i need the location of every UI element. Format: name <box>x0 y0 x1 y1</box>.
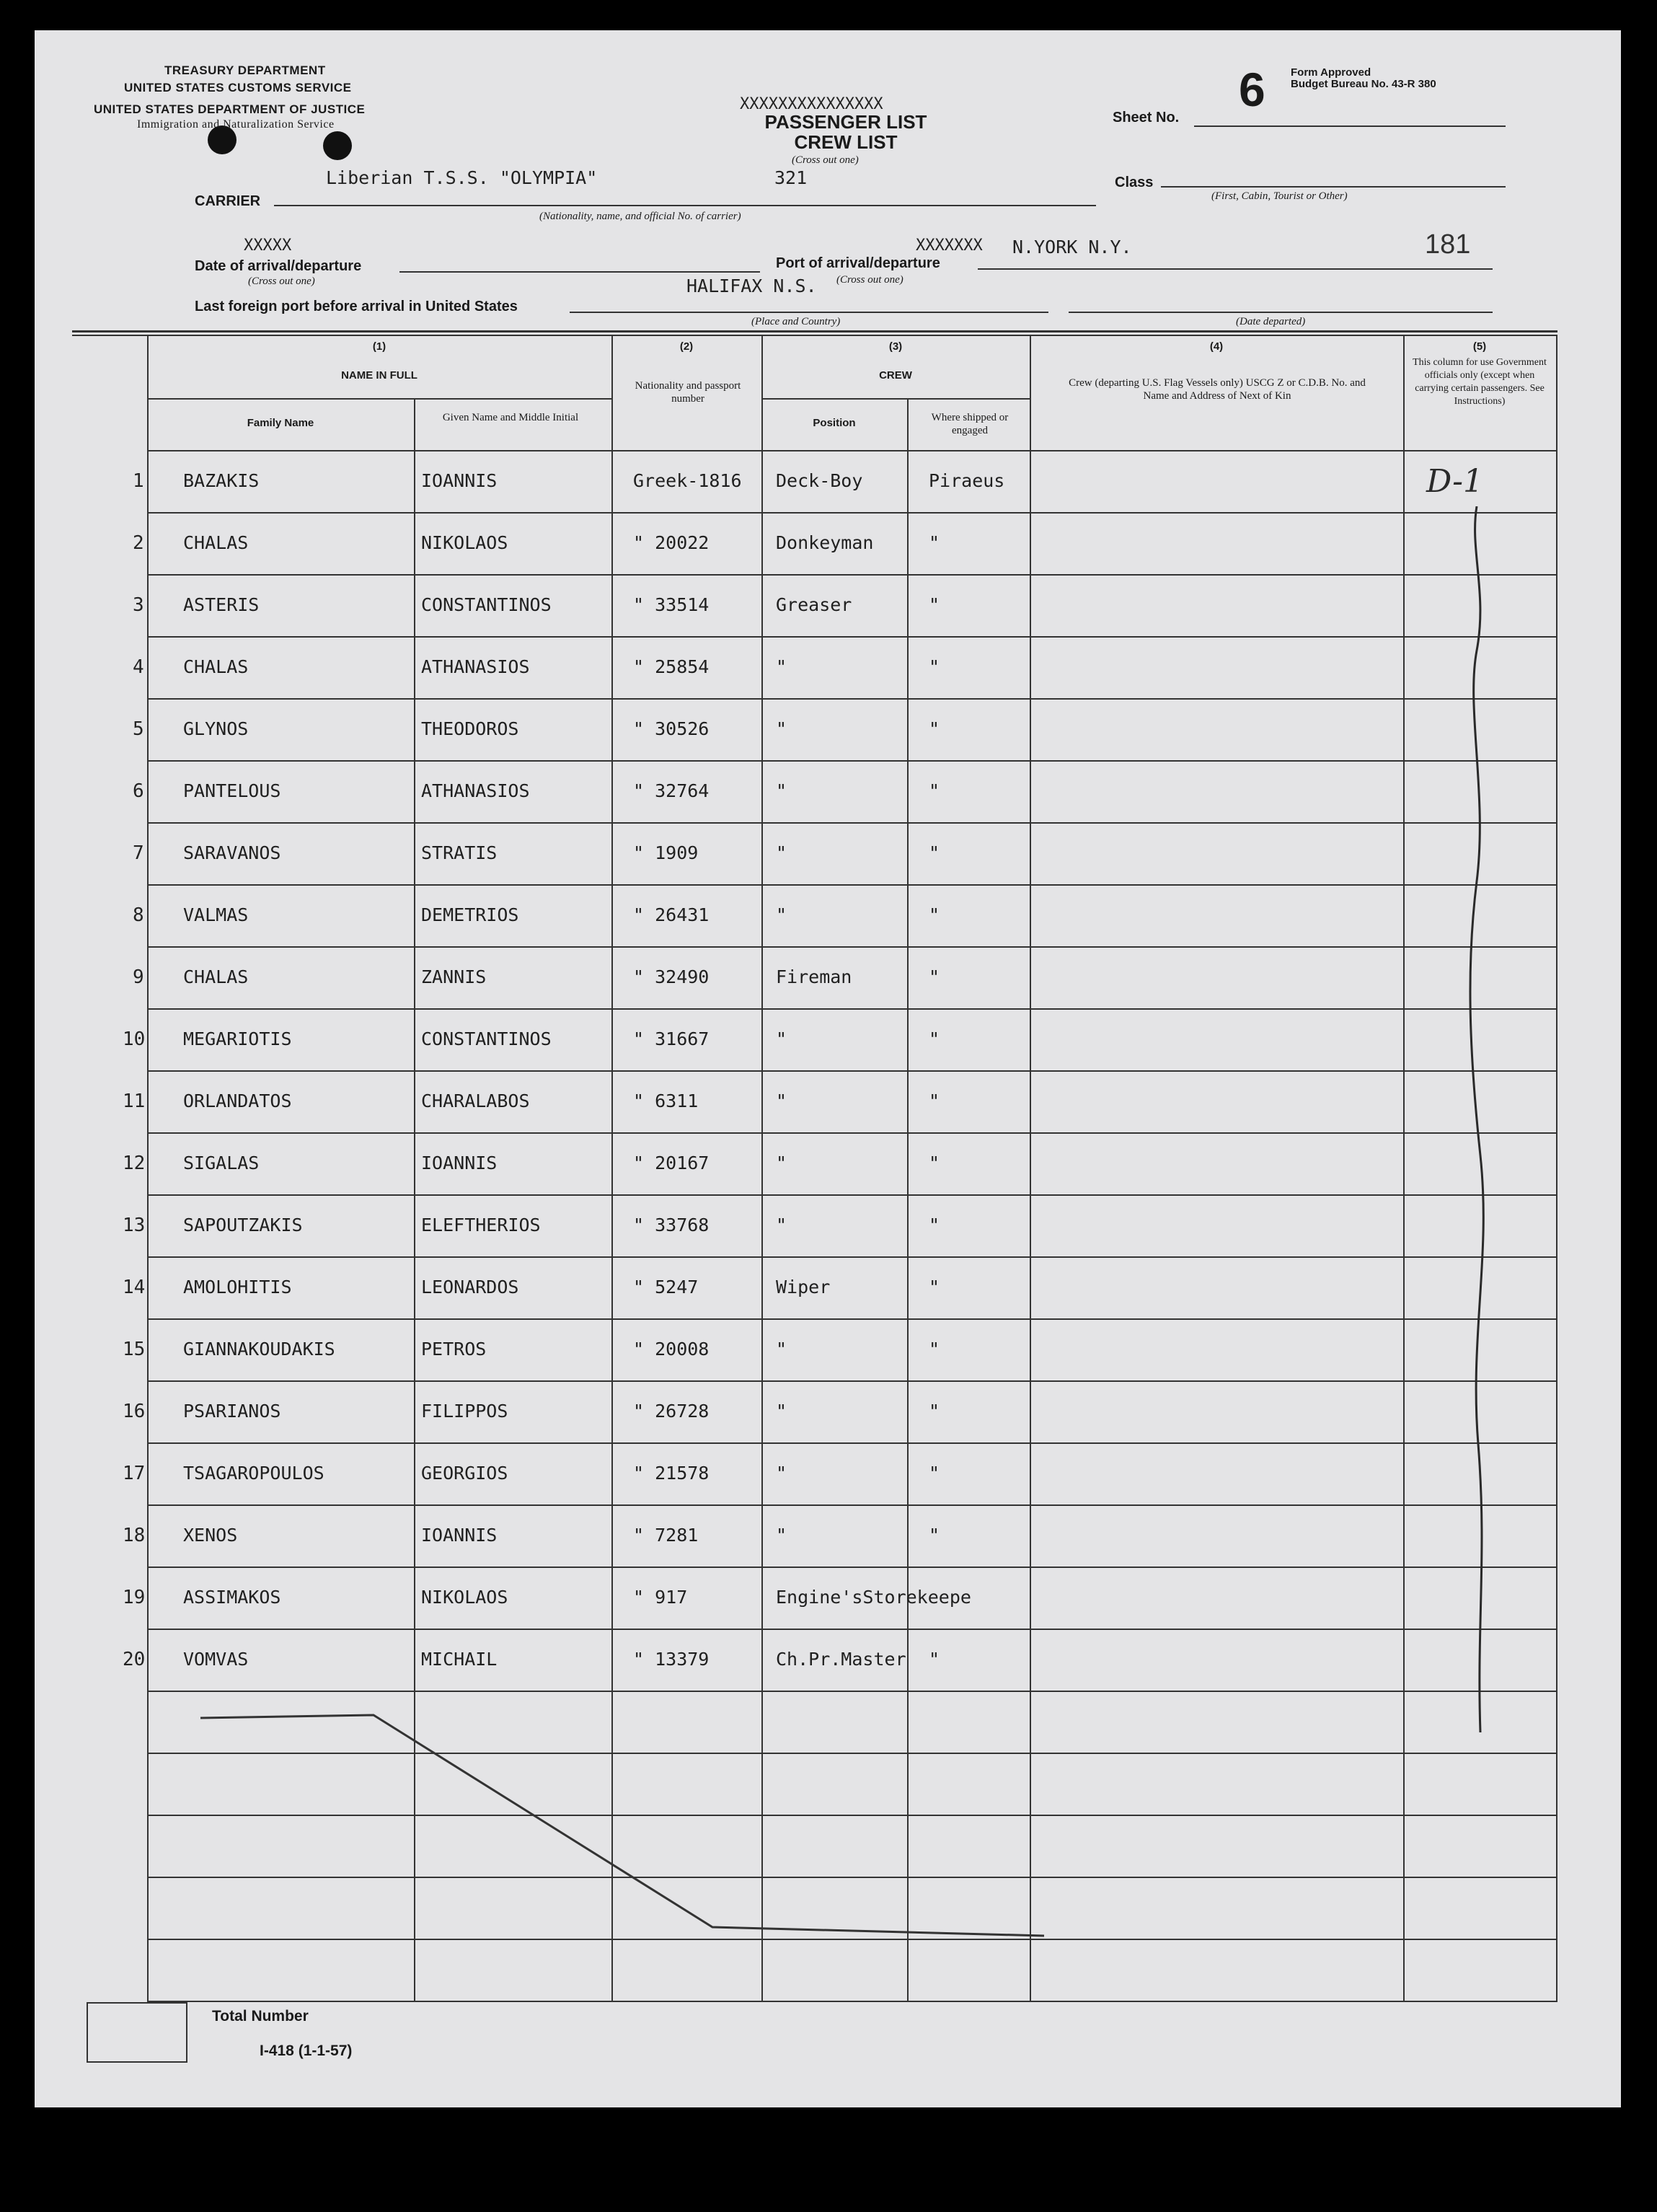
given-name-cell: IOANNIS <box>421 1525 498 1546</box>
passport-cell: " 26728 <box>633 1401 710 1422</box>
row-number: 8 <box>133 904 144 926</box>
last-port-value: HALIFAX N.S. <box>686 276 817 296</box>
header-divider <box>761 398 1030 400</box>
passport-cell: " 20167 <box>633 1153 710 1173</box>
where-shipped-cell: " <box>929 1153 940 1173</box>
carrier-value: Liberian T.S.S. "OLYMPIA" <box>326 167 598 188</box>
col3-number: (3) <box>888 340 903 353</box>
official-annotation: D-1 <box>1426 463 1483 500</box>
row-number: 15 <box>123 1339 146 1360</box>
where-shipped-cell: " <box>929 532 940 553</box>
last-port-line <box>570 312 1048 313</box>
table-top-rule-2 <box>72 335 1557 336</box>
where-shipped-cell: " <box>929 656 940 677</box>
row-number: 14 <box>123 1277 146 1298</box>
where-shipped-cell: " <box>929 1401 940 1422</box>
row-rule <box>147 1442 1557 1444</box>
cancel-stroke <box>193 1704 1087 1992</box>
sheet-handwritten-number: 6 <box>1239 63 1265 116</box>
carrier-number: 321 <box>774 167 808 188</box>
where-shipped-cell: " <box>929 1215 940 1235</box>
ins-service: Immigration and Naturalization Service <box>137 118 335 131</box>
row-rule <box>147 1380 1557 1382</box>
given-name-cell: NIKOLAOS <box>421 532 508 553</box>
row-rule <box>147 822 1557 824</box>
given-name-cell: ATHANASIOS <box>421 780 530 801</box>
row-rule <box>147 1629 1557 1630</box>
last-port-label: Last foreign port before arrival in United States <box>195 299 518 314</box>
family-name-cell: CHALAS <box>183 966 249 987</box>
passport-cell: " 33514 <box>633 594 710 615</box>
passport-cell: " 21578 <box>633 1463 710 1484</box>
row-number: 17 <box>123 1463 146 1484</box>
row-number: 13 <box>123 1215 146 1236</box>
col-given-name: Given Name and Middle Initial <box>442 412 579 423</box>
family-name-cell: AMOLOHITIS <box>183 1277 292 1297</box>
sheet-line <box>1194 125 1506 127</box>
where-shipped-cell: " <box>929 1277 940 1297</box>
dept-treasury: TREASURY DEPARTMENT <box>164 63 326 77</box>
budget-bureau: Budget Bureau No. 43-R 380 <box>1291 78 1436 90</box>
position-cell: Fireman <box>776 966 852 987</box>
family-name-cell: XENOS <box>183 1525 238 1546</box>
position-cell: Ch.Pr.Master <box>776 1649 906 1670</box>
where-shipped-cell: " <box>929 1463 940 1484</box>
row-number: 3 <box>133 594 144 616</box>
header-divider <box>147 398 611 400</box>
title-crew-list: CREW LIST <box>794 131 898 153</box>
passport-cell: " 13379 <box>633 1649 710 1670</box>
row-rule <box>147 698 1557 700</box>
given-name-cell: IOANNIS <box>421 1153 498 1173</box>
row-number: 10 <box>123 1028 146 1050</box>
total-number-label: Total Number <box>212 2008 309 2024</box>
family-name-cell: TSAGAROPOULOS <box>183 1463 324 1484</box>
row-number: 16 <box>123 1401 146 1422</box>
row-number: 18 <box>123 1525 146 1546</box>
position-cell: " <box>776 656 787 677</box>
where-shipped-cell: Piraeus <box>929 470 1005 491</box>
family-name-cell: GLYNOS <box>183 718 249 739</box>
row-number: 19 <box>123 1587 146 1608</box>
date-departed-caption: (Date departed) <box>1236 316 1306 327</box>
handwritten-brace-line <box>1448 506 1506 1747</box>
where-shipped-cell: " <box>929 1339 940 1360</box>
col1-number: (1) <box>372 340 386 353</box>
family-name-cell: GIANNAKOUDAKIS <box>183 1339 335 1360</box>
passport-cell: " 6311 <box>633 1090 699 1111</box>
position-cell: " <box>776 780 787 801</box>
family-name-cell: PSARIANOS <box>183 1401 281 1422</box>
row-rule <box>147 760 1557 762</box>
col-where-shipped: Where shipped or engaged <box>931 412 1009 436</box>
where-shipped-cell: " <box>929 842 940 863</box>
position-cell: " <box>776 1153 787 1173</box>
passport-cell: " 33768 <box>633 1215 710 1235</box>
port-label: Port of arrival/departure <box>776 255 940 271</box>
row-rule <box>147 884 1557 886</box>
position-cell: " <box>776 1215 787 1235</box>
punch-hole <box>323 131 352 160</box>
given-name-cell: CHARALABOS <box>421 1090 530 1111</box>
row-number: 6 <box>133 780 144 802</box>
sheet-label: Sheet No. <box>1113 110 1180 125</box>
where-shipped-cell: " <box>929 966 940 987</box>
row-rule <box>147 1070 1557 1072</box>
position-cell: Engine'sStorekeepe <box>776 1587 971 1608</box>
given-name-cell: THEODOROS <box>421 718 519 739</box>
where-shipped-cell: " <box>929 718 940 739</box>
given-name-cell: ELEFTHERIOS <box>421 1215 541 1235</box>
given-name-cell: ZANNIS <box>421 966 487 987</box>
family-name-cell: ASTERIS <box>183 594 260 615</box>
form-approved: Form Approved <box>1291 66 1371 79</box>
family-name-cell: VOMVAS <box>183 1649 249 1670</box>
where-shipped-cell: " <box>929 1090 940 1111</box>
port-caption: (Cross out one) <box>836 274 903 286</box>
row-rule <box>147 574 1557 576</box>
row-number: 9 <box>133 966 144 988</box>
position-cell: Donkeyman <box>776 532 874 553</box>
row-number: 1 <box>133 470 144 492</box>
given-name-cell: GEORGIOS <box>421 1463 508 1484</box>
cross-out-caption: (Cross out one) <box>792 154 859 166</box>
position-cell: " <box>776 1401 787 1422</box>
date-label: Date of arrival/departure <box>195 258 362 274</box>
row-number: 11 <box>123 1090 146 1112</box>
where-shipped-cell: " <box>929 780 940 801</box>
given-name-cell: PETROS <box>421 1339 487 1360</box>
given-name-cell: STRATIS <box>421 842 498 863</box>
where-shipped-cell: " <box>929 1649 940 1670</box>
family-name-cell: BAZAKIS <box>183 470 260 491</box>
port-struck: XXXXXXX <box>916 237 983 255</box>
row-rule <box>147 1256 1557 1258</box>
row-number: 2 <box>133 532 144 554</box>
row-number: 5 <box>133 718 144 740</box>
given-name-cell: MICHAIL <box>421 1649 498 1670</box>
row-rule <box>147 1194 1557 1196</box>
date-line <box>399 271 760 273</box>
document-page <box>35 30 1621 2107</box>
dept-justice: UNITED STATES DEPARTMENT OF JUSTICE <box>94 102 366 116</box>
header-bottom-rule <box>147 450 1557 451</box>
given-name-cell: CONSTANTINOS <box>421 1028 552 1049</box>
row-rule <box>147 1318 1557 1320</box>
col2-number: (2) <box>679 340 694 353</box>
given-name-cell: FILIPPOS <box>421 1401 508 1422</box>
row-rule <box>147 2001 1557 2002</box>
family-name-cell: CHALAS <box>183 532 249 553</box>
class-line <box>1161 186 1506 188</box>
where-shipped-cell: " <box>929 1525 940 1546</box>
row-rule <box>147 636 1557 638</box>
passport-cell: Greek-1816 <box>633 470 742 491</box>
row-rule <box>147 1132 1557 1134</box>
position-cell: " <box>776 1463 787 1484</box>
position-cell: " <box>776 904 787 925</box>
family-name-cell: PANTELOUS <box>183 780 281 801</box>
row-number: 4 <box>133 656 144 678</box>
class-caption: (First, Cabin, Tourist or Other) <box>1211 190 1348 202</box>
date-caption: (Cross out one) <box>248 276 315 287</box>
family-name-cell: SAPOUTZAKIS <box>183 1215 303 1235</box>
position-cell: " <box>776 842 787 863</box>
row-rule <box>147 512 1557 514</box>
col5-number: (5) <box>1472 340 1487 353</box>
passport-cell: " 31667 <box>633 1028 710 1049</box>
title-struck: XXXXXXXXXXXXXXX <box>740 95 883 113</box>
row-rule <box>147 1567 1557 1568</box>
form-number: I-418 (1-1-57) <box>260 2043 353 2059</box>
carrier-label: CARRIER <box>195 193 261 209</box>
position-cell: " <box>776 1028 787 1049</box>
row-number: 20 <box>123 1649 146 1670</box>
carrier-caption: (Nationality, name, and official No. of carrier) <box>539 211 741 222</box>
where-shipped-cell: " <box>929 904 940 925</box>
col4-number: (4) <box>1209 340 1224 353</box>
stamp-number: 181 <box>1425 229 1471 260</box>
total-number-box <box>87 2002 187 2063</box>
table-top-rule <box>72 330 1557 332</box>
given-name-cell: CONSTANTINOS <box>421 594 552 615</box>
family-name-cell: VALMAS <box>183 904 249 925</box>
passport-cell: " 20008 <box>633 1339 710 1360</box>
carrier-line <box>274 205 1096 206</box>
row-number: 12 <box>123 1153 146 1174</box>
family-name-cell: SIGALAS <box>183 1153 260 1173</box>
col4-title: Crew (departing U.S. Flag Vessels only) USCG Z or C.D.B. No. and Name and Address of Next of Kin <box>1069 377 1366 402</box>
passport-cell: " 20022 <box>633 532 710 553</box>
family-name-cell: CHALAS <box>183 656 249 677</box>
position-cell: " <box>776 1339 787 1360</box>
date-departed-line <box>1069 312 1493 313</box>
passport-cell: " 26431 <box>633 904 710 925</box>
where-shipped-cell: " <box>929 1028 940 1049</box>
port-value: N.YORK N.Y. <box>1012 237 1132 257</box>
given-name-cell: DEMETRIOS <box>421 904 519 925</box>
customs-service: UNITED STATES CUSTOMS SERVICE <box>124 81 352 94</box>
passport-cell: " 5247 <box>633 1277 699 1297</box>
passport-cell: " 917 <box>633 1587 688 1608</box>
position-cell: Deck-Boy <box>776 470 863 491</box>
given-name-cell: LEONARDOS <box>421 1277 519 1297</box>
col1-title: NAME IN FULL <box>341 369 417 382</box>
title-passenger-list: PASSENGER LIST <box>764 111 927 133</box>
row-rule <box>147 1691 1557 1692</box>
given-name-cell: ATHANASIOS <box>421 656 530 677</box>
given-name-cell: IOANNIS <box>421 470 498 491</box>
row-rule <box>147 1504 1557 1506</box>
position-cell: Wiper <box>776 1277 831 1297</box>
col-family-name: Family Name <box>247 417 314 429</box>
passport-cell: " 30526 <box>633 718 710 739</box>
passport-cell: " 1909 <box>633 842 699 863</box>
passport-cell: " 32490 <box>633 966 710 987</box>
col3-title: CREW <box>879 369 912 382</box>
row-rule <box>147 946 1557 948</box>
given-name-cell: NIKOLAOS <box>421 1587 508 1608</box>
family-name-cell: ORLANDATOS <box>183 1090 292 1111</box>
row-number: 7 <box>133 842 144 864</box>
place-caption: (Place and Country) <box>751 316 841 327</box>
position-cell: Greaser <box>776 594 852 615</box>
family-name-cell: ASSIMAKOS <box>183 1587 281 1608</box>
class-label: Class <box>1115 175 1154 190</box>
row-rule <box>147 1008 1557 1010</box>
passport-cell: " 25854 <box>633 656 710 677</box>
position-cell: " <box>776 718 787 739</box>
family-name-cell: SARAVANOS <box>183 842 281 863</box>
port-line <box>978 268 1493 270</box>
date-struck: XXXXX <box>244 237 292 255</box>
passport-cell: " 7281 <box>633 1525 699 1546</box>
position-cell: " <box>776 1525 787 1546</box>
col2-title: Nationality and passport number <box>635 380 741 405</box>
col-position: Position <box>813 417 856 429</box>
where-shipped-cell: " <box>929 594 940 615</box>
col5-title: This column for use Government officials only (except when carrying certain passengers. See Instructions) <box>1413 357 1547 407</box>
family-name-cell: MEGARIOTIS <box>183 1028 292 1049</box>
position-cell: " <box>776 1090 787 1111</box>
passport-cell: " 32764 <box>633 780 710 801</box>
